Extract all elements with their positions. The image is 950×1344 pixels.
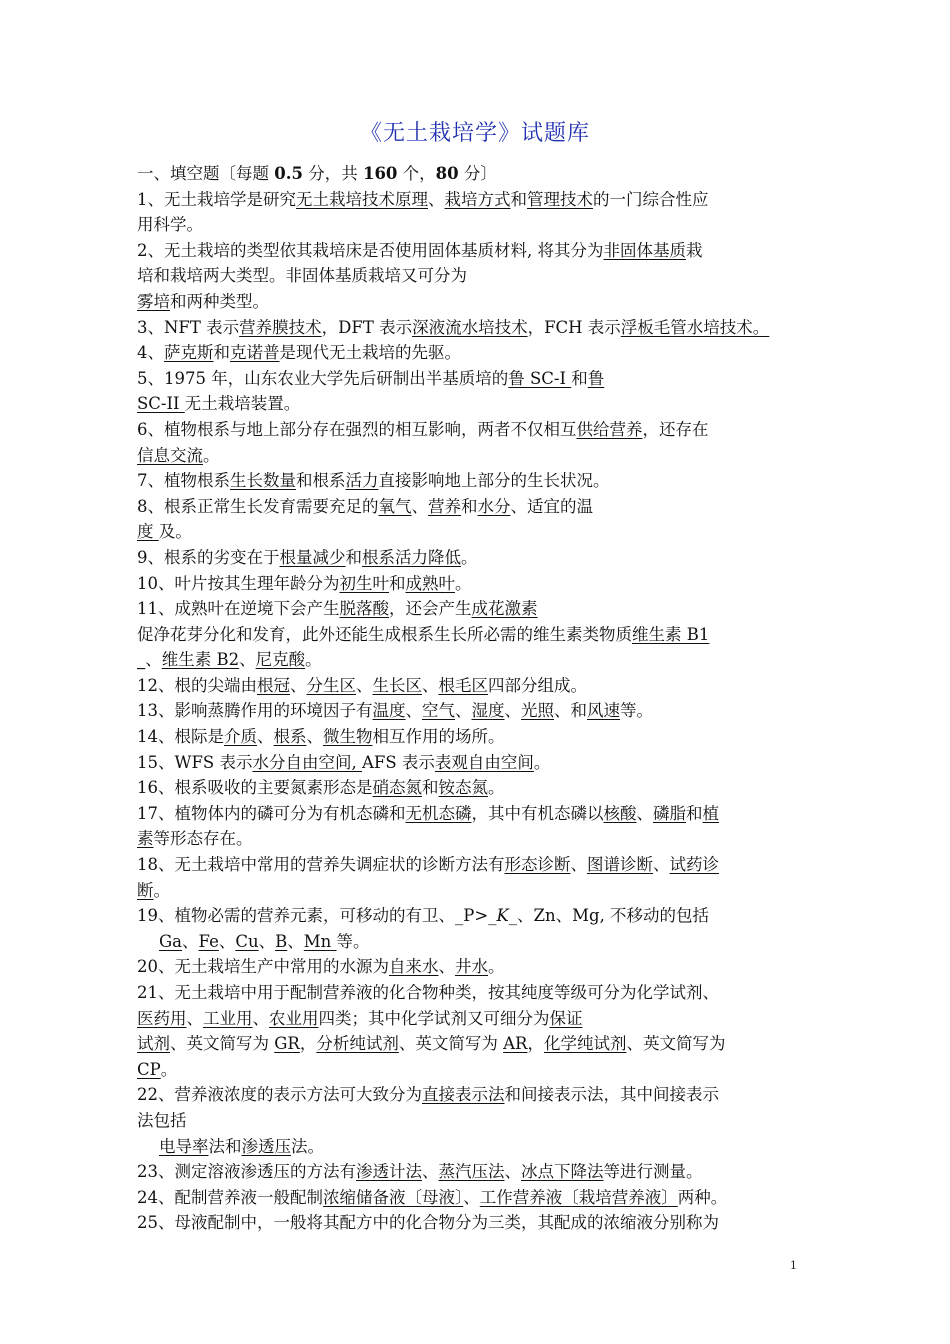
question-6: 6、植物根系与地上部分存在强烈的相互影响，两者不仅相互供给营养，还存在 信息交流。 [137, 419, 709, 465]
answer-blank: 生长区 [372, 675, 422, 695]
answer-blank: 信息交流 [137, 445, 203, 465]
answer-blank: 试剂 [137, 1034, 170, 1054]
answer-blank: 核酸 [603, 803, 637, 823]
question-8: 8、根系正常生长发育需要充足的氧气、营养和水分、适宜的温 度 及。 [137, 496, 593, 542]
answer-blank: 非固体基质 [603, 240, 686, 260]
answer-blank: 供给营养 [576, 419, 643, 439]
answer-blank: 生长数量 [230, 471, 296, 491]
question-19: 19、植物必需的营养元素，可移动的有卫、_P>_K_、Zn、Mg, 不移动的包括 Ga、Fe、Cu、B、Mn 等。 [137, 906, 710, 951]
answer-blank: 直接表示法 [422, 1085, 505, 1105]
answer-blank: 根毛区 [438, 675, 488, 695]
answer-blank: 活力 [345, 471, 379, 491]
question-22: 22、营养液浓度的表示方法可大致分为直接表示法和间接表示法，其中间接表示 法包括 电导率法和渗透压法。 [137, 1085, 719, 1156]
answer-blank: 磷脂 [653, 803, 686, 823]
document-title: 《无土栽培学》试题库 [359, 121, 590, 146]
question-2: 2、无土栽培的类型依其栽培床是否使用固体基质材料, 将其分为非固体基质栽 培和栽培两大类型。非固体基质栽培又可分为 雾培和两种类型。 [137, 240, 703, 311]
answer-blank: 初生叶 [339, 573, 389, 593]
answer-blank: 根系 [273, 727, 307, 747]
answer-blank: 植 [702, 803, 719, 823]
answer-blank: 分析纯试剂 [316, 1034, 399, 1054]
answer-blank: 渗透压 [241, 1136, 291, 1156]
answer-blank: 空气 [422, 701, 455, 721]
answer-blank: 克诺普 [230, 343, 280, 363]
question-9: 9、根系的劣变在于根量减少和根系活力降低。 [137, 547, 478, 567]
answer-blank: Ga [159, 931, 183, 951]
answer-blank: 保证 [549, 1008, 583, 1028]
answer-blank: 根冠 [257, 675, 290, 695]
answer-blank: 水分 [477, 496, 511, 516]
section-heading: 一、填空题〔每题 0.5 分，共 160 个，80 分〕 [137, 164, 497, 183]
page-number: 1 [790, 1259, 797, 1272]
answer-blank: 工作营养液〔栽培营养液〕 [479, 1187, 678, 1207]
answer-blank: _ [137, 650, 146, 670]
answer-blank: CP [137, 1059, 161, 1079]
question-20: 20、无土栽培生产中常用的水源为自来水、井水。 [137, 957, 505, 977]
answer-blank: 形态诊断 [504, 855, 571, 875]
answer-blank: Mn [303, 931, 337, 951]
answer-blank: GR [274, 1034, 300, 1054]
answer-blank: 湿度 [471, 701, 505, 721]
question-18: 18、无土栽培中常用的营养失调症状的诊断方法有形态诊断、图谱诊断、试药诊 断。 [137, 855, 719, 900]
answer-blank: 度 [137, 522, 159, 542]
question-12: 12、根的尖端由根冠、分生区、生长区、根毛区四部分组成。 [137, 675, 587, 695]
question-1: 1、无土栽培学是研究无土栽培技术原理、栽培方式和管理技术的一门综合性应 用科学。 [137, 189, 709, 235]
answer-blank: 浮板毛管水培技术。 [620, 317, 770, 337]
answer-blank: 浓缩储备液〔母液〕 [323, 1187, 464, 1207]
answer-blank: 成花激素 [471, 599, 538, 619]
question-16: 16、根系吸收的主要氮素形态是硝态氮和铵态氮。 [137, 778, 505, 798]
answer-blank: 铵态氮 [438, 778, 488, 798]
answer-blank: 硝态氮 [372, 778, 422, 798]
answer-blank: 鲁 SC-I [508, 368, 572, 388]
answer-blank: 表观自由空间 [434, 752, 534, 772]
answer-blank: 介质 [224, 727, 257, 747]
answer-blank: 萨克斯 [164, 343, 214, 363]
answer-blank: 分生区 [306, 675, 356, 695]
answer-blank: 冰点下降法 [521, 1162, 604, 1182]
answer-blank: 根量减少 [279, 547, 346, 567]
answer-blank: 温度 [372, 701, 406, 721]
answer-blank: B [275, 931, 288, 951]
answer-blank: 图谱诊断 [587, 855, 653, 875]
question-13: 13、影响蒸腾作用的环境因子有温度、空气、湿度、光照、和风速等。 [137, 701, 653, 721]
answer-blank: 断 [137, 880, 154, 900]
answer-blank: 成熟叶 [405, 573, 455, 593]
answer-blank: 光照 [521, 701, 554, 721]
answer-blank: 试药诊 [669, 855, 719, 875]
answer-blank: 无土栽培技术原理 [296, 189, 428, 209]
question-17: 17、植物体内的磷可分为有机态磷和无机态磷，其中有机态磷以核酸、磷脂和植 素等形态存在。 [137, 803, 719, 849]
question-7: 7、植物根系生长数量和根系活力直接影响地上部分的生长状况。 [137, 471, 610, 491]
answer-blank: Cu [235, 931, 259, 951]
answer-blank: 微生物 [323, 727, 373, 747]
answer-blank: AR [503, 1034, 528, 1054]
answer-blank: 渗透计法 [356, 1162, 422, 1182]
answer-blank: 水分自由空间, [252, 752, 362, 772]
answer-blank: 氧气 [378, 496, 412, 516]
answer-blank: 根系活力降低 [362, 547, 461, 567]
answer-blank: 鲁 [587, 368, 605, 388]
question-3: 3、NFT 表示营养膜技术，DFT 表示深液流水培技术，FCH 表示浮板毛管水培技术。 [137, 317, 770, 337]
question-4: 4、萨克斯和克诺普是现代无土栽培的先驱。 [137, 343, 461, 363]
question-list [137, 161, 827, 1236]
answer-blank: 农业用 [269, 1008, 319, 1028]
answer-blank: 尼克酸 [255, 650, 306, 670]
question-23: 23、测定溶液渗透压的方法有渗透计法、蒸汽压法、冰点下降法等进行测量。 [137, 1162, 703, 1182]
answer-blank: 营养 [428, 496, 461, 516]
answer-blank: 雾培 [137, 291, 170, 311]
answer-blank: 自来水 [389, 957, 439, 977]
question-11: 11、成熟叶在逆境下会产生脱落酸，还会产生成花激素 促净花芽分化和发育，此外还能生成根系生长所必需的维生素类物质维生素 B1 _、维生素 B2、尼克酸。 [137, 599, 710, 670]
answer-blank: 维生素 B2 [161, 650, 240, 670]
question-15: 15、WFS 表示水分自由空间, AFS 表示表观自由空间。 [137, 752, 551, 772]
question-25: 25、母液配制中，一般将其配方中的化合物分为三类，其配成的浓缩液分别称为 [137, 1213, 719, 1233]
answer-blank: 素 [137, 829, 154, 849]
answer-blank: 脱落酸 [339, 599, 389, 619]
answer-blank: 化学纯试剂 [543, 1034, 627, 1054]
answer-blank: 医药用 [137, 1008, 187, 1028]
question-10: 10、叶片按其生理年龄分为初生叶和成熟叶。 [137, 573, 472, 593]
answer-blank: 电导率 [159, 1136, 209, 1156]
answer-blank: 营养膜技术 [239, 317, 322, 337]
answer-blank: 无机态磷 [405, 803, 472, 823]
answer-blank: 栽培方式 [444, 189, 511, 209]
question-24: 24、配制营养液一般配制浓缩储备液〔母液〕、工作营养液〔栽培营养液〕两种。 [137, 1187, 728, 1207]
question-5: 5、1975 年，山东农业大学先后研制出半基质培的鲁 SC-I 和鲁 SC-II 无土栽培装置。 [137, 368, 605, 414]
answer-blank: 深液流水培技术 [412, 317, 528, 337]
answer-blank: 工业用 [203, 1008, 253, 1028]
answer-blank: 蒸汽压法 [438, 1162, 505, 1182]
question-21: 21、无土栽培中用于配制营养液的化合物种类，按其纯度等级可分为化学试剂、 医药用、工业用、农业用四类；其中化学试剂又可细分为保证 试剂、英文简写为 GR，分析纯试剂、英文简写为 AR，化学纯试剂、英文简写为 CP。 [137, 983, 726, 1079]
answer-blank: 维生素 B1 [632, 624, 710, 644]
answer-blank: 井水 [455, 957, 488, 977]
answer-blank: 风速 [587, 701, 620, 721]
answer-blank: 管理技术 [527, 189, 593, 209]
question-14: 14、根际是介质、根系、微生物相互作用的场所。 [137, 727, 505, 747]
answer-blank: Fe [198, 931, 219, 951]
answer-blank: SC-II [137, 394, 185, 414]
